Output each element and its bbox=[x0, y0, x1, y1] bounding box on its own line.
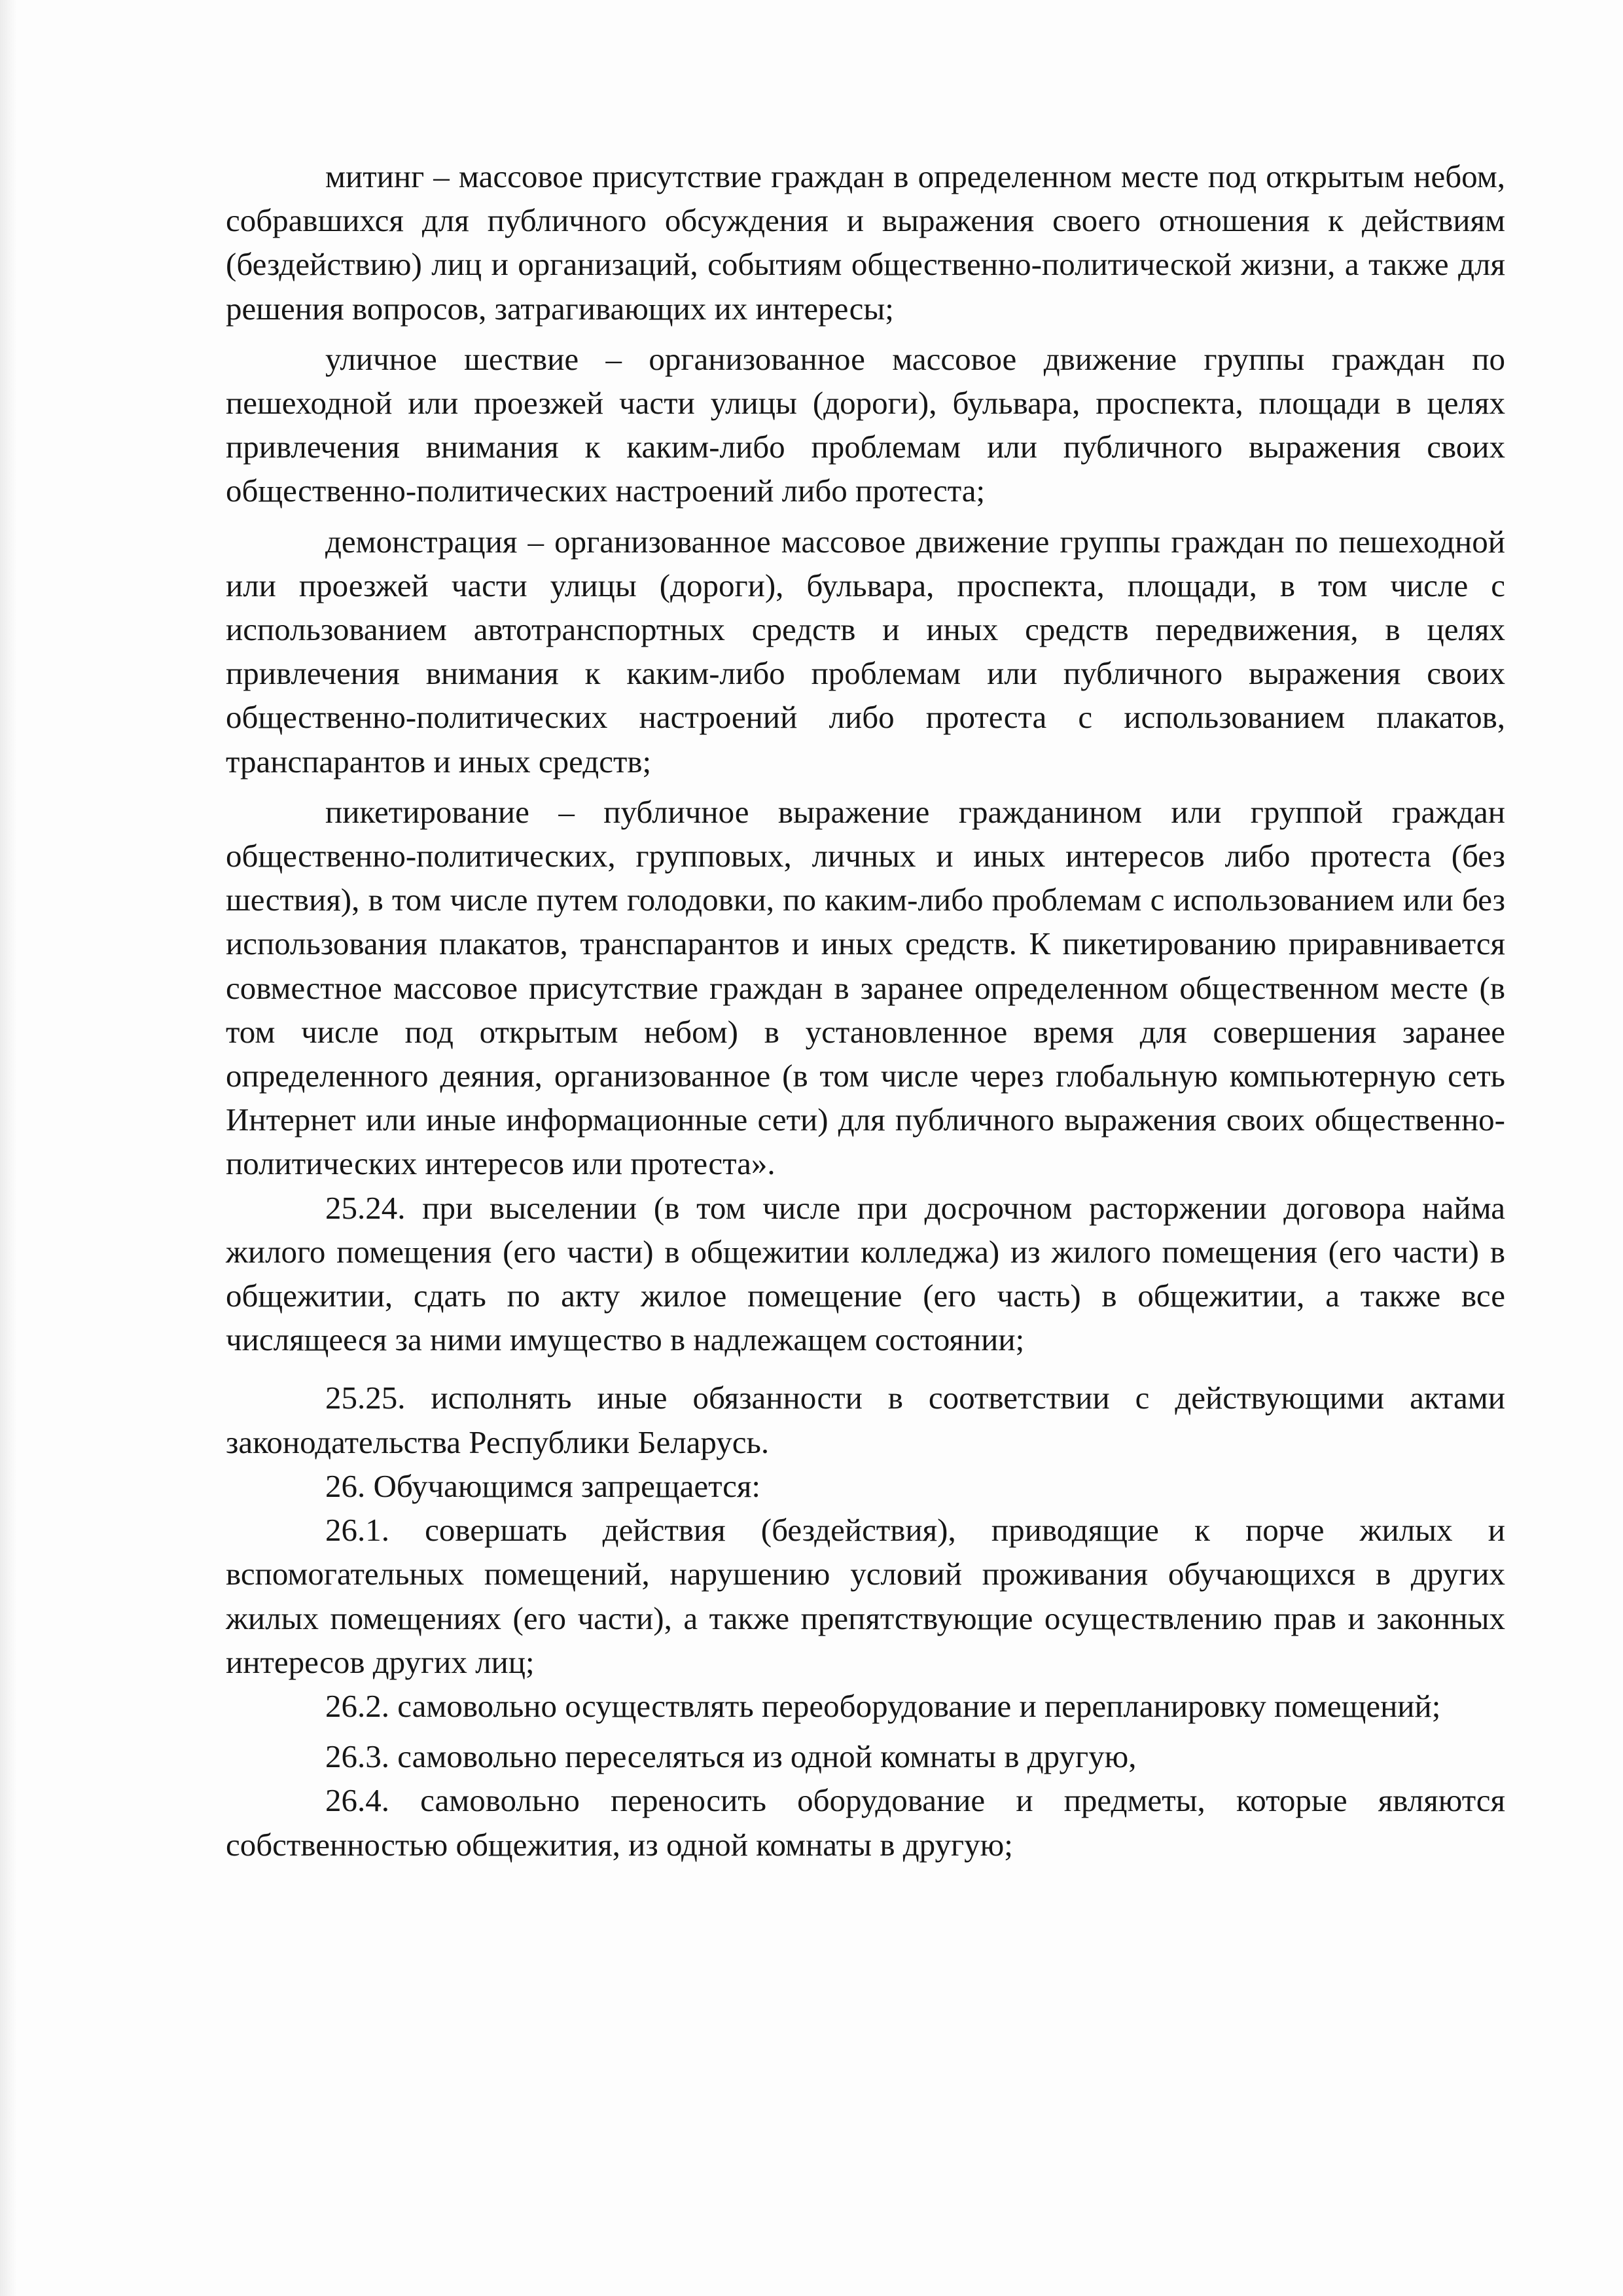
paragraph-demonstration-definition: демонстрация – организованное массовое движение группы граждан по пешеходной или проезжей части улицы (дороги), бульвара, проспекта, площади, в том числе с использованием автотранспортных средств и иных средств передвижения, в целях привлечения внимания к каким-либо проблемам или публичного выражения своих общественно-политических настроений либо протеста с использованием плакатов, транспарантов и иных средств; bbox=[226, 523, 1505, 780]
paragraph-item-25-25: 25.25. исполнять иные обязанности в соответствии с действующими актами законодательства Республики Беларусь. bbox=[226, 1380, 1505, 1460]
paragraph-picketing-definition: пикетирование – публичное выражение гражданином или группой граждан общественно-политических, групповых, личных и иных интересов либо протеста (без шествия), в том числе путем голодовки, по каким-либо проблемам с использованием или без использования плакатов, транспарантов и иных средств. К пикетированию приравнивается совместное массовое присутствие граждан в заранее определенном общественном месте (в том числе под открытым небом) в установленное время для совершения заранее определенного деяния, организованное (в том числе через глобальную компьютерную сеть Интернет или иные информационные сети) для публичного выражения своих общественно-политических интересов или протеста». bbox=[226, 793, 1505, 1182]
paragraph-item-26-heading: 26. Обучающимся запрещается: bbox=[325, 1467, 761, 1504]
paragraph-street-march-definition: уличное шествие – организованное массовое движение группы граждан по пешеходной или проезжей части улицы (дороги), бульвара, проспекта, площади в целях привлечения внимания к каким-либо проблемам или публичного выражения своих общественно-политических настроений либо протеста; bbox=[226, 340, 1505, 509]
scan-edge-shadow bbox=[0, 0, 17, 2296]
paragraph-item-26-2: 26.2. самовольно осуществлять переоборудование и перепланировку помещений; bbox=[325, 1687, 1441, 1724]
paragraph-item-26-4: 26.4. самовольно переносить оборудование и предметы, которые являются собственностью общежития, из одной комнаты в другую; bbox=[226, 1782, 1505, 1863]
paragraph-item-26-3: 26.3. самовольно переселяться из одной комнаты в другую, bbox=[325, 1738, 1137, 1775]
document-body bbox=[226, 154, 1505, 1867]
paragraph-miting-definition: митинг – массовое присутствие граждан в определенном месте под открытым небом, собравшихся для публичного обсуждения и выражения своего отношения к действиям (бездействию) лиц и организаций, событиям общественно-политической жизни, а также для решения вопросов, затрагивающих их интересы; bbox=[226, 158, 1505, 327]
paragraph-item-26-1: 26.1. совершать действия (бездействия), приводящие к порче жилых и вспомогательных помещений, нарушению условий проживания обучающихся в других жилых помещениях (его части), а также препятствующие осуществлению прав и законных интересов других лиц; bbox=[226, 1512, 1505, 1680]
paragraph-item-25-24: 25.24. при выселении (в том числе при досрочном расторжении договора найма жилого помещения (его части) в общежитии колледжа) из жилого помещения (его части) в общежитии, сдать по акту жилое помещение (его часть) в общежитии, а также все числящееся за ними имущество в надлежащем состоянии; bbox=[226, 1189, 1505, 1358]
